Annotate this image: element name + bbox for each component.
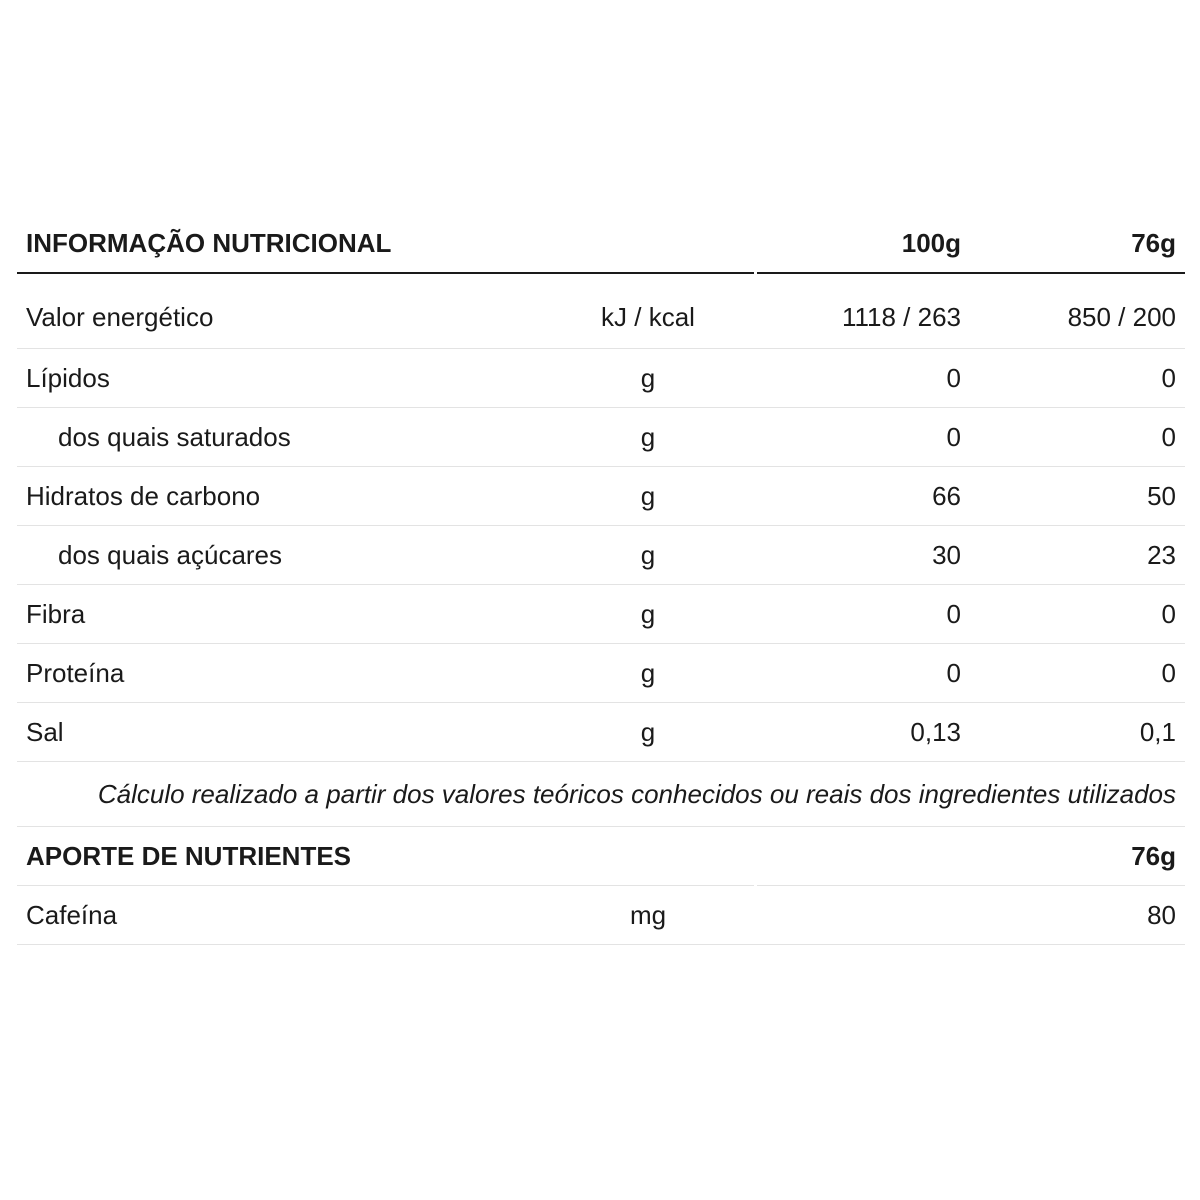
- nutrient-name: Hidratos de carbono: [26, 480, 261, 511]
- value-per-100g: 0: [946, 362, 961, 393]
- nutrient-unit: g: [640, 362, 656, 393]
- table-row: [17, 408, 1185, 467]
- nutrient-name: Proteína: [26, 657, 125, 688]
- nutrient-unit: g: [640, 598, 656, 629]
- per-portion-column-header: 76g: [1131, 227, 1176, 258]
- value-per-portion: 0: [1161, 362, 1176, 393]
- table-row: [17, 467, 1185, 526]
- nutrient-name: dos quais açúcares: [58, 539, 283, 570]
- section-title: APORTE DE NUTRIENTES: [26, 840, 352, 871]
- value-per-portion: 0: [1161, 598, 1176, 629]
- table-title: INFORMAÇÃO NUTRICIONAL: [26, 227, 392, 258]
- value-per-100g: 0: [946, 657, 961, 688]
- nutrient-unit: g: [640, 480, 656, 511]
- nutrition-table: [17, 212, 1185, 945]
- nutrient-unit: g: [640, 539, 656, 570]
- table-row: [17, 274, 1185, 349]
- value-per-portion: 850 / 200: [1067, 302, 1176, 332]
- table-row: [17, 526, 1185, 585]
- value-per-100g: 0: [946, 421, 961, 452]
- nutrient-name: Sal: [26, 716, 64, 747]
- nutrient-name: Cafeína: [26, 899, 118, 930]
- table-row: [17, 886, 1185, 945]
- nutrient-unit: g: [640, 421, 656, 452]
- table-row: [17, 585, 1185, 644]
- calculation-note: Cálculo realizado a partir dos valores teóricos conhecidos ou reais dos ingredientes utilizados: [17, 762, 1185, 827]
- nutrient-unit: g: [640, 657, 656, 688]
- value-per-portion: 0: [1161, 657, 1176, 688]
- value-per-100g: 1118 / 263: [841, 302, 961, 332]
- nutrient-name: dos quais saturados: [58, 421, 291, 452]
- nutrient-unit: mg: [629, 899, 667, 930]
- value-per-100g: 66: [932, 480, 961, 511]
- value-per-100g: 0,13: [910, 716, 961, 747]
- per-100g-column-header: 100g: [901, 227, 961, 258]
- nutrient-name: Valor energético: [26, 302, 214, 332]
- value-per-portion: 0,1: [1139, 716, 1176, 747]
- value-per-portion: 0: [1161, 421, 1176, 452]
- value-per-portion: 80: [1147, 899, 1176, 930]
- nutrient-name: Lípidos: [26, 362, 110, 393]
- nutrient-name: Fibra: [26, 598, 86, 629]
- table-row: [17, 644, 1185, 703]
- value-per-portion: 23: [1147, 539, 1176, 570]
- per-portion-column-header: 76g: [1131, 840, 1176, 871]
- value-per-portion: 50: [1147, 480, 1176, 511]
- value-per-100g: 30: [932, 539, 961, 570]
- nutrient-unit: g: [640, 716, 656, 747]
- table-header: [17, 212, 1185, 274]
- table-row: [17, 703, 1185, 762]
- value-per-100g: 0: [946, 598, 961, 629]
- nutrients-section-header: [17, 827, 1185, 886]
- nutrient-unit: kJ / kcal: [601, 302, 695, 332]
- table-row: [17, 349, 1185, 408]
